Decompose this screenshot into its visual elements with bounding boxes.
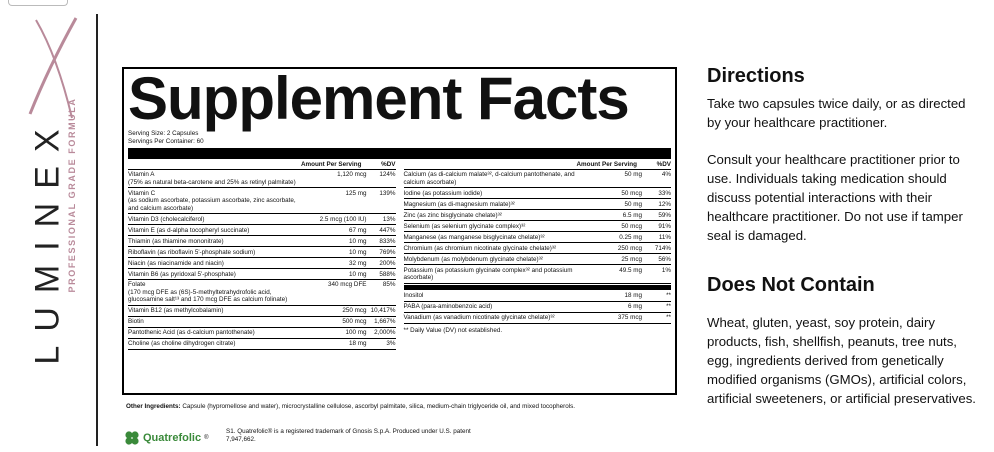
nutrient-name: PABA (para-aminobenzoic acid) bbox=[403, 303, 493, 311]
nutrient-row bbox=[128, 188, 396, 214]
nutrient-dv: 33% bbox=[658, 189, 671, 197]
nutrient-row bbox=[128, 280, 396, 306]
quatrefolic-word: Quatrefolic bbox=[143, 432, 202, 444]
facts-columns bbox=[128, 160, 671, 350]
nutrient-row bbox=[128, 306, 396, 317]
nutrient-amount: 500 mcg bbox=[342, 318, 367, 326]
does-not-contain-heading: Does Not Contain bbox=[707, 274, 875, 296]
nutrient-name: Pantothenic Acid (as d-calcium pantothenate) bbox=[128, 329, 255, 337]
quatrefolic-note: S1. Quatrefolic® is a registered trademark of Gnosis S.p.A. Produced under U.S. patent 7,947,662. bbox=[226, 428, 471, 443]
supplement-facts-panel bbox=[122, 67, 677, 395]
right-rows bbox=[404, 170, 672, 284]
nutrient-amount: 18 mg bbox=[348, 340, 367, 348]
brand-tagline: PROFESSIONAL GRADE FORMULA bbox=[67, 97, 77, 293]
nutrient-row bbox=[128, 170, 396, 188]
nutrient-row bbox=[128, 214, 396, 225]
nutrient-amount: 50 mg bbox=[624, 200, 642, 208]
nutrient-row bbox=[128, 269, 396, 280]
header-amount: Amount Per Serving bbox=[576, 161, 637, 168]
nutrient-amount: 50 mcg bbox=[621, 189, 642, 197]
clover-icon bbox=[124, 430, 140, 446]
nutrient-name: Potassium (as potassium glycinate complex³² and potassium ascorbate) bbox=[403, 266, 573, 282]
nutrient-name: Zinc (as zinc bisglycinate chelate)³² bbox=[403, 211, 502, 219]
nutrient-dv: 588% bbox=[379, 270, 396, 278]
nutrient-name: Inositol bbox=[403, 292, 424, 300]
nutrient-row bbox=[404, 265, 672, 283]
nutrient-dv: 1,667% bbox=[374, 318, 396, 326]
section-rule bbox=[404, 285, 672, 290]
nutrient-amount: 250 mcg bbox=[617, 244, 642, 252]
header-dv: %DV bbox=[381, 161, 396, 168]
nutrient-name: Vitamin B12 (as methylcobalamin) bbox=[128, 307, 224, 315]
nutrient-amount: 10 mg bbox=[348, 248, 367, 256]
nutrient-name: Magnesium (as di-magnesium malate)³² bbox=[403, 200, 515, 208]
nutrient-amount: 32 mg bbox=[348, 259, 367, 267]
nutrient-row bbox=[404, 243, 672, 254]
nutrient-dv: 56% bbox=[658, 255, 671, 263]
nutrient-amount: 125 mg bbox=[345, 189, 367, 197]
nutrient-dv: 3% bbox=[386, 340, 396, 348]
nutrient-dv: ** bbox=[666, 292, 671, 300]
nutrient-amount: 50 mcg bbox=[621, 222, 642, 230]
nutrient-amount: 18 mg bbox=[624, 292, 642, 300]
nutrient-dv: 2,000% bbox=[374, 329, 396, 337]
nutrient-name: Vitamin D3 (cholecalciferol) bbox=[128, 215, 205, 223]
nutrient-name: Selenium (as selenium glycinate complex)³² bbox=[403, 222, 526, 230]
nutrient-dv: 1% bbox=[661, 266, 671, 274]
left-rows bbox=[128, 170, 396, 350]
warning-text: Consult your healthcare practitioner prior to use. Individuals taking medication should discuss potential interactions with their healthcare practitioner. Do not use if tamper seal is damaged. bbox=[707, 152, 963, 243]
nutrient-dv: 769% bbox=[379, 248, 396, 256]
nutrient-name: Biotin bbox=[128, 318, 144, 326]
directions-heading: Directions bbox=[707, 65, 805, 87]
nutrient-amount: 2.5 mcg (100 IU) bbox=[319, 215, 367, 223]
nutrient-row bbox=[128, 339, 396, 350]
nutrient-row bbox=[128, 225, 396, 236]
nutrient-dv: 833% bbox=[379, 237, 396, 245]
nutrient-row bbox=[404, 210, 672, 221]
nutrient-name: Choline (as choline dihydrogen citrate) bbox=[128, 340, 236, 348]
nutrient-dv: 85% bbox=[382, 281, 396, 289]
serving-info bbox=[128, 130, 671, 146]
nutrient-name: Calcium (as di-calcium malate³², d-calcium pantothenate, and calcium ascorbate) bbox=[403, 171, 575, 186]
nutrient-amount: 1,120 mcg bbox=[337, 171, 367, 179]
nutrient-amount: 50 mg bbox=[624, 171, 642, 179]
nutrient-name: Vitamin E (as d-alpha tocopheryl succinate) bbox=[128, 226, 250, 234]
nutrient-amount: 375 mcg bbox=[617, 314, 642, 322]
nutrient-name: Vitamin B6 (as pyridoxal 5'-phosphate) bbox=[128, 270, 236, 278]
nutrient-dv: 714% bbox=[654, 244, 671, 252]
other-ingredients-text: Capsule (hypromellose and water), microcrystalline cellulose, ascorbyl palmitate, silica, medium-chain triglyceride oil, and mixed tocopherols. bbox=[182, 403, 576, 410]
nutrient-amount: 25 mcg bbox=[621, 255, 642, 263]
serving-size: Serving Size: 2 Capsules bbox=[128, 130, 199, 137]
nutrient-row bbox=[404, 313, 672, 324]
registered-mark: ® bbox=[204, 435, 209, 441]
nutrient-row bbox=[128, 236, 396, 247]
nutrient-dv: 91% bbox=[658, 222, 671, 230]
nutrient-amount: 340 mcg DFE bbox=[328, 281, 367, 289]
nutrient-row bbox=[128, 317, 396, 328]
nutrient-name: Molybdenum (as molybdenum glycinate chelate)³² bbox=[403, 255, 543, 263]
other-ingredients-label: Other Ingredients: bbox=[126, 403, 181, 410]
header-amount: Amount Per Serving bbox=[300, 161, 362, 168]
nutrient-dv: ** bbox=[666, 314, 671, 322]
nutrient-row bbox=[128, 247, 396, 258]
facts-title: Supplement Facts bbox=[128, 65, 629, 132]
quatrefolic-mark bbox=[124, 428, 471, 446]
other-ingredients bbox=[126, 403, 606, 411]
nutrient-row bbox=[404, 199, 672, 210]
nutrient-amount: 0.25 mg bbox=[619, 233, 642, 241]
nutrient-name: Thiamin (as thiamine mononitrate) bbox=[128, 237, 224, 245]
nutrient-name: Vitamin C (as sodium ascorbate, potassium ascorbate, zinc ascorbate, and calcium ascorbate) bbox=[128, 189, 296, 212]
brand-name: LUMINEX bbox=[28, 115, 67, 365]
servings-per-container: Servings Per Container: 60 bbox=[128, 138, 204, 145]
nutrient-amount: 49.5 mg bbox=[619, 266, 642, 274]
nutrient-name: Iodine (as potassium iodide) bbox=[403, 189, 483, 197]
nutrient-name: Riboflavin (as riboflavin 5'-phosphate sodium) bbox=[128, 248, 256, 256]
nutrient-dv: 11% bbox=[658, 233, 671, 241]
top-tab bbox=[8, 0, 68, 6]
brand-strip bbox=[0, 0, 96, 452]
dv-note: ** Daily Value (DV) not established. bbox=[403, 326, 503, 334]
nutrient-amount: 100 mg bbox=[345, 329, 367, 337]
nutrient-name: Chromium (as chromium nicotinate glycinate chelate)³² bbox=[403, 244, 557, 252]
right-rows-secondary bbox=[404, 291, 672, 324]
nutrient-row bbox=[404, 291, 672, 302]
does-not-contain-section bbox=[707, 273, 977, 408]
nutrient-amount: 6 mg bbox=[628, 303, 642, 311]
divider-line bbox=[96, 14, 98, 446]
nutrient-row bbox=[128, 328, 396, 339]
nutrient-row bbox=[404, 170, 672, 188]
nutrient-dv: 124% bbox=[379, 171, 396, 179]
right-column bbox=[404, 160, 672, 350]
nutrient-row bbox=[404, 221, 672, 232]
left-column bbox=[128, 160, 396, 350]
nutrient-row bbox=[128, 258, 396, 269]
left-table-header bbox=[128, 160, 396, 170]
does-not-contain-text: Wheat, gluten, yeast, soy protein, dairy products, fish, shellfish, peanuts, tree nuts, egg, ingredients derived from genetically modified organisms (GMOs), artificial colors, artificial sweeteners, or artificial preservatives. bbox=[707, 315, 976, 406]
nutrient-dv: 139% bbox=[379, 189, 396, 197]
nutrient-dv: 59% bbox=[658, 211, 671, 219]
nutrient-dv: 10,417% bbox=[370, 307, 396, 315]
nutrient-row bbox=[404, 254, 672, 265]
thick-rule bbox=[128, 148, 671, 159]
nutrient-row bbox=[404, 188, 672, 199]
right-table-header bbox=[404, 160, 672, 170]
nutrient-name: Vitamin A (75% as natural beta-carotene and 25% as retinyl palmitate) bbox=[128, 171, 296, 186]
nutrient-amount: 67 mg bbox=[348, 226, 367, 234]
nutrient-name: Vanadium (as vanadium nicotinate glycinate chelate)³² bbox=[403, 314, 555, 322]
nutrient-dv: 13% bbox=[382, 215, 396, 223]
nutrient-row bbox=[404, 302, 672, 313]
directions-text: Take two capsules twice daily, or as directed by your healthcare practitioner. bbox=[707, 96, 966, 130]
nutrient-dv: 447% bbox=[379, 226, 396, 234]
nutrient-amount: 10 mg bbox=[348, 270, 367, 278]
nutrient-dv: 12% bbox=[658, 200, 671, 208]
nutrient-dv: ** bbox=[666, 303, 671, 311]
nutrient-amount: 10 mg bbox=[348, 237, 367, 245]
nutrient-row bbox=[404, 232, 672, 243]
nutrient-dv: 4% bbox=[661, 171, 671, 179]
header-dv: %DV bbox=[656, 161, 671, 168]
nutrient-amount: 6.5 mg bbox=[622, 211, 642, 219]
directions-section bbox=[707, 64, 977, 245]
nutrient-name: Niacin (as niacinamide and niacin) bbox=[128, 259, 224, 267]
nutrient-name: Manganese (as manganese bisglycinate chelate)³² bbox=[403, 233, 545, 241]
nutrient-name: Folate (170 mcg DFE as (6S)-5-methyltetrahydrofolic acid, glucosamine salt¹³ and 170 mcg DFE as calcium folinate) bbox=[128, 281, 288, 304]
nutrient-dv: 200% bbox=[379, 259, 396, 267]
nutrient-amount: 250 mcg bbox=[342, 307, 367, 315]
